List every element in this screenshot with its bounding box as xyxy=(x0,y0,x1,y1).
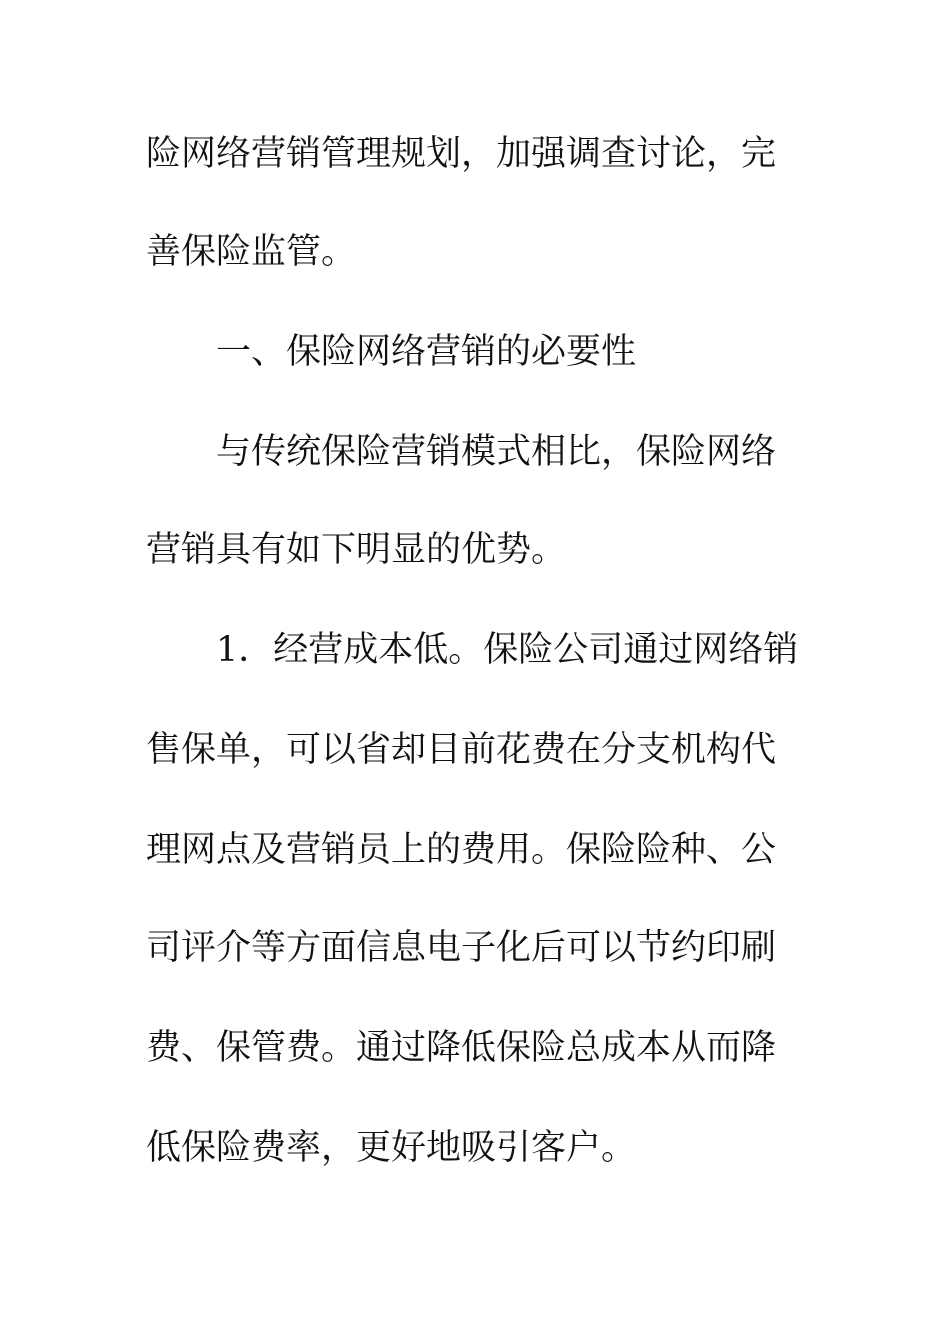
list-item-1-line-5: 费、保管费。通过降低保险总成本从而降 xyxy=(146,1028,777,1068)
paragraph-line-4: 营销具有如下明显的优势。 xyxy=(146,530,567,570)
list-item-1-line-1: 1．经营成本低。保险公司通过网络销 xyxy=(216,630,799,670)
list-item-1-line-2: 售保单，可以省却目前花费在分支机构代 xyxy=(146,730,777,770)
section-heading: 一、保险网络营销的必要性 xyxy=(216,332,637,372)
list-item-1-line-3: 理网点及营销员上的费用。保险险种、公 xyxy=(146,830,777,870)
paragraph-line-1: 险网络营销管理规划，加强调查讨论，完 xyxy=(146,134,777,174)
list-item-1-line-4: 司评介等方面信息电子化后可以节约印刷 xyxy=(146,928,777,968)
paragraph-line-3: 与传统保险营销模式相比，保险网络 xyxy=(216,432,777,472)
list-item-1-line-6: 低保险费率，更好地吸引客户。 xyxy=(146,1128,637,1168)
paragraph-line-2: 善保险监管。 xyxy=(146,232,357,272)
